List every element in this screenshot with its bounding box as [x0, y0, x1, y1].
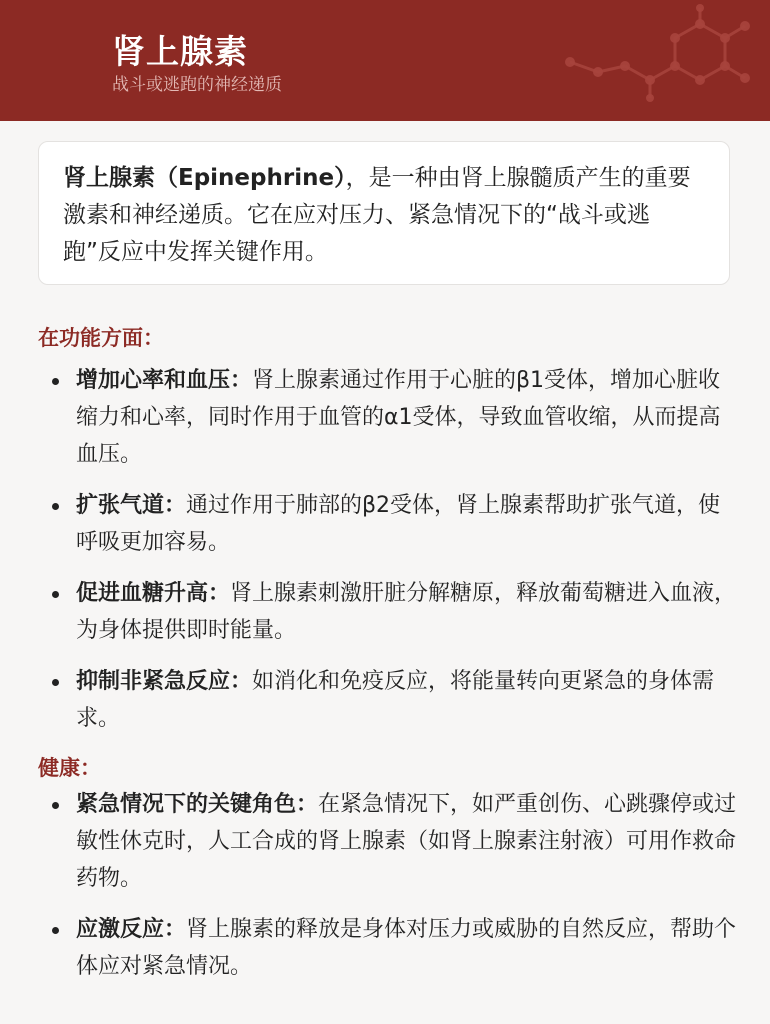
page-title: 肾上腺素 — [112, 32, 248, 71]
health-list — [38, 786, 738, 999]
item-desc: 肾上腺素的释放是身体对压力或威胁的自然反应，帮助个体应对紧急情况。 — [76, 917, 737, 979]
function-heading: 在功能方面： — [38, 326, 164, 350]
bullet-icon — [52, 503, 59, 510]
page-subtitle: 战斗或逃跑的神经递质 — [112, 75, 282, 95]
list-item — [38, 786, 738, 897]
list-item — [38, 663, 738, 737]
intro-text: ，是一种由肾上腺髓质产生的重要激素和神经递质。它在应对压力、紧急情况下的“战斗或逃跑”反应中发挥关键作用。 — [63, 165, 691, 265]
function-list — [38, 362, 738, 751]
list-item — [38, 362, 738, 473]
header-banner — [0, 0, 770, 121]
item-desc: 通过作用于肺部的β2受体，肾上腺素帮助扩张气道，使呼吸更加容易。 — [76, 493, 721, 555]
health-heading: 健康： — [38, 756, 101, 780]
item-desc: 如消化和免疫反应，将能量转向更紧急的身体需求。 — [76, 669, 715, 731]
item-term: 促进血糖升高： — [76, 581, 231, 606]
list-item — [38, 911, 738, 985]
intro-card — [38, 141, 730, 285]
list-item — [38, 575, 738, 649]
bullet-icon — [52, 927, 59, 934]
list-item — [38, 487, 738, 561]
bullet-icon — [52, 591, 59, 598]
bullet-icon — [52, 679, 59, 686]
molecule-icon — [540, 0, 770, 121]
bullet-icon — [52, 802, 59, 809]
intro-term: 肾上腺素（Epinephrine） — [63, 165, 346, 191]
item-desc: 在紧急情况下，如严重创伤、心跳骤停或过敏性休克时，人工合成的肾上腺素（如肾上腺素注射液）可用作救命药物。 — [76, 792, 737, 891]
bullet-icon — [52, 378, 59, 385]
item-desc: 肾上腺素通过作用于心脏的β1受体，增加心脏收缩力和心率，同时作用于血管的α1受体，导致血管收缩，从而提高血压。 — [76, 368, 721, 467]
item-term: 紧急情况下的关键角色： — [76, 792, 319, 817]
item-term: 增加心率和血压： — [76, 368, 253, 393]
item-term: 应激反应： — [76, 917, 187, 942]
item-term: 抑制非紧急反应： — [76, 669, 253, 694]
item-desc: 肾上腺素刺激肝脏分解糖原，释放葡萄糖进入血液，为身体提供即时能量。 — [76, 581, 737, 643]
item-term: 扩张气道： — [76, 493, 187, 518]
